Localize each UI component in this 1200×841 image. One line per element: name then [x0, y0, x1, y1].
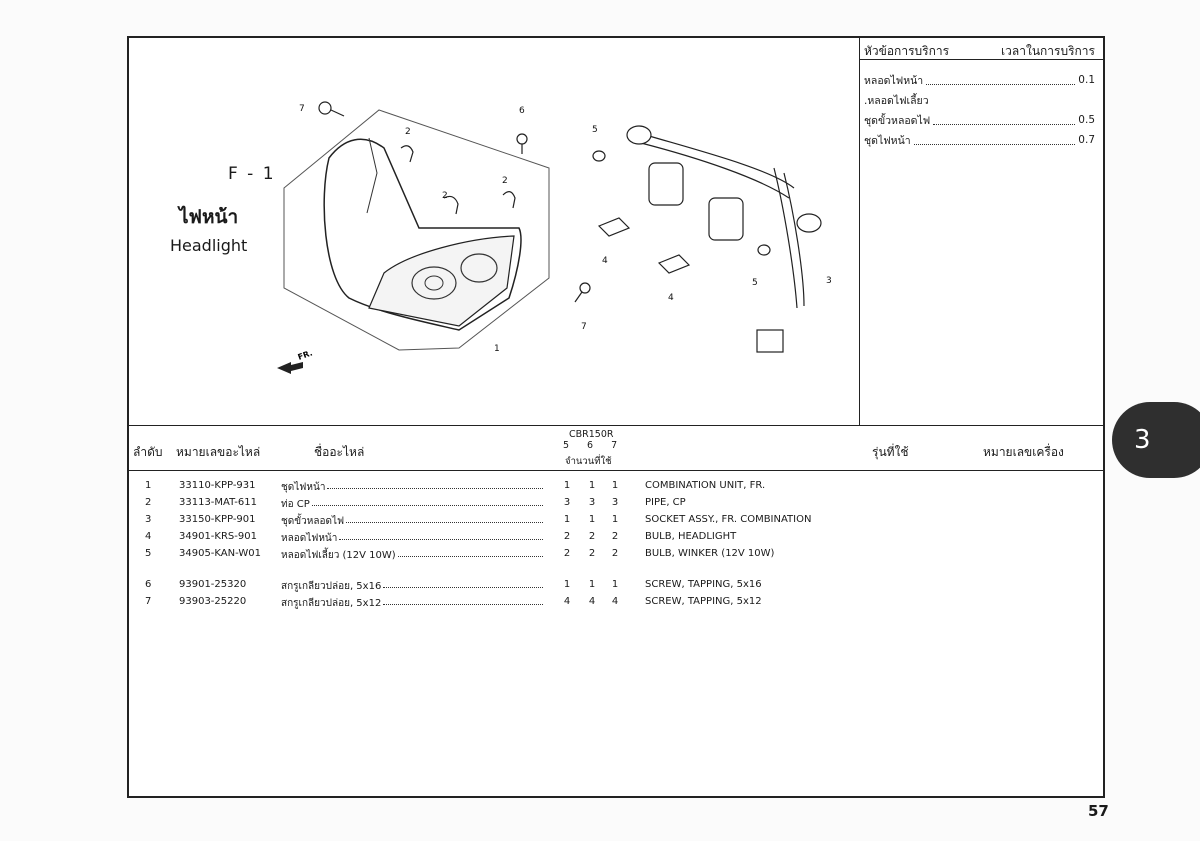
service-item: .หลอดไฟเลี้ยว [864, 94, 929, 107]
bulb-winker-1 [593, 151, 605, 161]
headlight-drawing [129, 38, 860, 426]
screw-7-top [319, 102, 331, 114]
callout: 1 [494, 344, 500, 354]
harness-wire-3 [774, 168, 797, 308]
table-row: 6 93901-25320 สกรูเกลียวปล่อย, 5x16 1 1 1 SCREW, TAPPING, 5x16 [145, 579, 762, 592]
bulb-winker-2 [758, 245, 770, 255]
header-used-model: รุ่นที่ใช้ [872, 445, 909, 459]
callout: 3 [826, 276, 832, 286]
callout: 6 [519, 106, 525, 116]
callout: 7 [581, 322, 587, 332]
figure-title-thai: ไฟหน้า [179, 206, 239, 228]
front-marker: FR. [296, 348, 314, 362]
service-time-panel [860, 38, 1103, 426]
callout: 7 [299, 104, 305, 114]
callout: 4 [602, 256, 608, 266]
harness-connector [757, 330, 783, 352]
service-item: หลอดไฟหน้า 0.1 [864, 74, 1095, 87]
header-index: ลำดับ [133, 445, 163, 459]
socket-ring-left [649, 163, 683, 205]
header-part-name: ชื่ออะไหล่ [314, 445, 365, 459]
table-row: 1 33110-KPP-931 ชุดไฟหน้า 1 1 1 COMBINATION UNIT, FR. [145, 480, 766, 493]
header-model: CBR150R [569, 429, 614, 440]
screw-7-top-shank [331, 110, 344, 116]
service-topic-heading: หัวข้อการบริการ [864, 44, 950, 58]
winker-socket-right [797, 214, 821, 232]
header-part-number: หมายเลขอะไหล่ [176, 445, 261, 459]
figure-title-english: Headlight [170, 236, 248, 255]
socket-ring-right [709, 198, 743, 240]
table-row: 5 34905-KAN-W01 หลอดไฟเลี้ยว (12V 10W) 2 2 2 BULB, WINKER (12V 10W) [145, 548, 775, 561]
callout: 2 [405, 127, 411, 137]
table-row: 3 33150-KPP-901 ชุดขั้วหลอดไฟ 1 1 1 SOCKET ASSY., FR. COMBINATION [145, 514, 812, 527]
harness-wire-4 [784, 173, 804, 306]
service-header [860, 38, 1103, 60]
bulb-headlight-2 [659, 255, 689, 273]
section-tab: 3 [1112, 402, 1200, 478]
callout: 5 [752, 278, 758, 288]
table-row: 2 33113-MAT-611 ท่อ CP 3 3 3 PIPE, CP [145, 497, 686, 510]
winker-socket-top [627, 126, 651, 144]
figure-code: F - 1 [228, 164, 276, 184]
screw-7-bottom-shank [575, 292, 582, 302]
screw-7-bottom [580, 283, 590, 293]
header-qty: จำนวนที่ใช้ [565, 456, 612, 467]
screw-6 [517, 134, 527, 144]
catalog-page [127, 36, 1105, 798]
callout: 5 [592, 125, 598, 135]
page-number: 57 [1088, 802, 1109, 820]
service-time-heading: เวลาในการบริการ [1001, 44, 1095, 58]
bulb-headlight-1 [599, 218, 629, 236]
header-model-columns: 5 6 7 [563, 440, 618, 451]
parts-table-header [129, 427, 1103, 471]
table-row: 7 93903-25220 สกรูเกลียวปล่อย, 5x12 4 4 4 SCREW, TAPPING, 5x12 [145, 596, 762, 609]
pipe-cp-3 [503, 192, 515, 208]
front-arrow-icon [277, 362, 303, 374]
pipe-cp-1 [401, 146, 413, 162]
exploded-diagram [129, 38, 860, 426]
callout: 2 [502, 176, 508, 186]
callout: 4 [668, 293, 674, 303]
service-item: ชุดขั้วหลอดไฟ 0.5 [864, 114, 1095, 127]
service-item: ชุดไฟหน้า 0.7 [864, 134, 1095, 147]
header-engine-number: หมายเลขเครื่อง [983, 445, 1064, 459]
table-row: 4 34901-KRS-901 หลอดไฟหน้า 2 2 2 BULB, HEADLIGHT [145, 531, 737, 544]
callout: 2 [442, 191, 448, 201]
parts-list [129, 480, 1103, 613]
